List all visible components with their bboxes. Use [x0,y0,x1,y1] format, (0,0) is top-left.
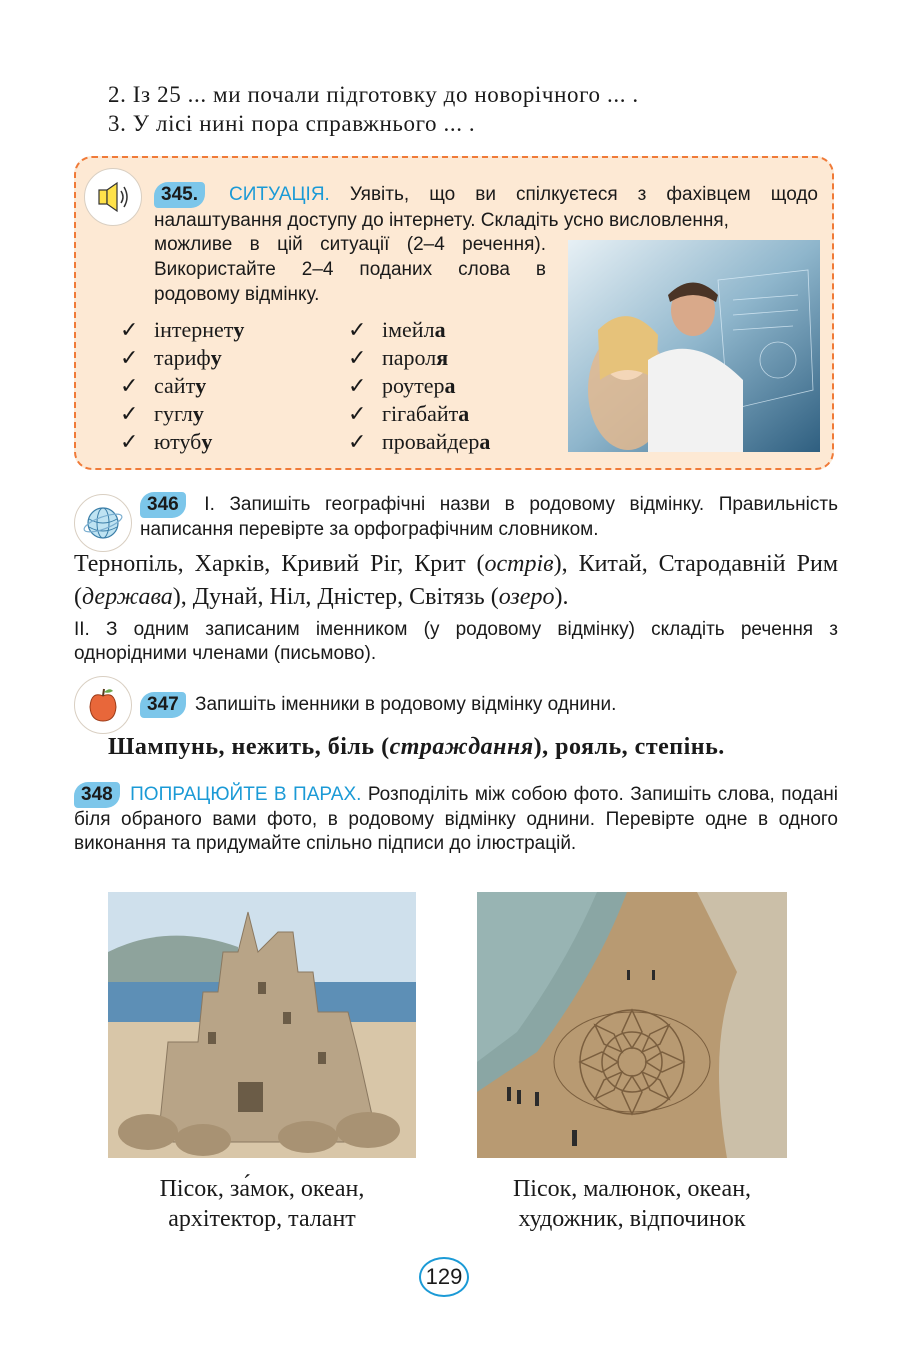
word-item: ✓ пароля [348,345,449,370]
photo-sand-drawing [477,892,787,1158]
check-icon: ✓ [348,317,367,342]
page-number: 129 [419,1257,469,1297]
task-347-number: 347 [140,692,186,718]
task-346-part-1: 346 І. Запишіть географічні назви в родовому відмінку. Правильність написання перевірте за орфографічним словником. [140,494,838,540]
check-icon: ✓ [348,401,367,426]
check-icon: ✓ [348,429,367,454]
speaker-icon [84,168,142,226]
apple-icon [74,676,132,734]
word-item: ✓ ютубу [120,429,213,454]
check-icon: ✓ [348,345,367,370]
word-list-col-2 [348,316,490,456]
check-icon: ✓ [120,345,139,370]
photo-specialists [568,240,820,452]
word-item: ✓ роутера [348,373,456,398]
check-icon: ✓ [120,401,139,426]
word-item: ✓ провайдера [348,429,491,454]
caption-right: Пісок, малюнок, океан, художник, відпочинок [512,1176,752,1232]
task-348-number: 348 [74,782,120,808]
word-list-col-1 [120,316,244,456]
word-item: ✓ гуглу [120,401,204,426]
task-346-words: Тернопіль, Харків, Кривий Ріг, Крит (острів), Китай, Стародавній Рим (держава), Дунай, Ніл, Дністер, Світязь (озеро). [74,551,838,610]
word-item: ✓ імейла [348,317,446,342]
task-346-number: 346 [140,492,186,518]
check-icon: ✓ [120,317,139,342]
intro-line-3: 3. У лісі нині пора справжнього ... . [108,111,476,136]
globe-icon [74,494,132,552]
check-icon: ✓ [120,373,139,398]
task-345-title: СИТУАЦІЯ. [229,184,330,205]
task-345-text-1: Уявіть, що ви спілкуєтеся з фахівцем щодо налаштування доступу до інтернету. Складіть усно висловлення, [154,184,818,231]
task-346-part-2: ІІ. З одним записаним іменником (у родовому відмінку) складіть речення з однорідними членами (письмово). [74,619,838,664]
task-347-text: 347 Запишіть іменники в родовому відмінку однини. [140,692,616,718]
task-345-text-2: можливе в цій ситуації (2–4 речення). Використайте 2–4 поданих слова в родовому відмінку. [154,234,546,305]
check-icon: ✓ [348,373,367,398]
word-item: ✓ гігабайта [348,401,470,426]
photo-sand-castle [108,892,416,1158]
task-348-title: ПОПРАЦЮЙТЕ В ПАРАХ. [130,784,362,805]
intro-lines [108,80,639,138]
task-345-text [154,182,818,233]
word-item: ✓ інтернету [120,317,245,342]
intro-line-2: 2. Із 25 ... ми почали підготовку до новорічного ... . [108,82,639,107]
word-item: ✓ сайту [120,373,207,398]
task-347-words: Шампунь, нежить, біль (страждання), рояль, степінь. [108,734,725,760]
caption-left: Пісок, за́мок, океан, архітектор, талант [159,1176,365,1232]
task-345-number: 345. [154,182,205,208]
word-item: ✓ тарифу [120,345,222,370]
task-348-text: 348 ПОПРАЦЮЙТЕ В ПАРАХ. Розподіліть між собою фото. Запишіть слова, подані біля обраного вами фото, в родовому відмінку однини. Перевірте одне в одного виконання та придумайте спільно підписи до ілюстрацій. [74,784,838,854]
check-icon: ✓ [120,429,139,454]
task-345-box [74,156,834,470]
